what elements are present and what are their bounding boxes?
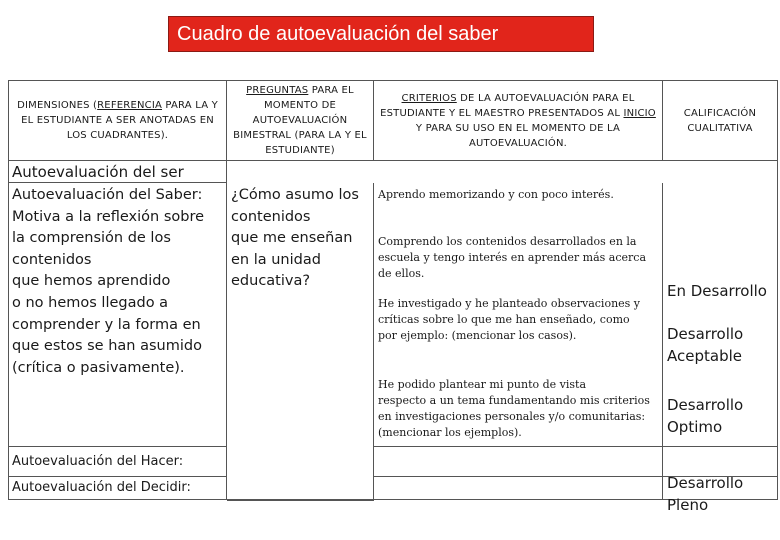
calificacion-2: Desarrollo Aceptable: [667, 325, 744, 365]
page-title: Cuadro de autoevaluación del saber: [168, 16, 594, 52]
dimension-hacer: Autoevaluación del Hacer:: [9, 447, 227, 477]
criterio-1: Aprendo memorizando y con poco interés.: [378, 188, 614, 201]
dimension-decidir: Autoevaluación del Decidir:: [9, 477, 227, 499]
criterio-3: He investigado y he planteado observaciones y críticas sobre lo que me han enseñado, como por ejemplo: (mencionar los casos).: [378, 297, 641, 342]
criterio-2: Comprendo los contenidos desarrollados en la escuela y tengo interés en aprender más acerca de ellos.: [378, 235, 646, 280]
section-ser: Autoevaluación del ser: [9, 161, 227, 183]
calificacion-1: En Desarrollo: [667, 282, 767, 300]
self-evaluation-table: [8, 80, 778, 514]
header-preguntas: PREGUNTAS PARA EL MOMENTO DE AUTOEVALUACIÓN BIMESTRAL (PARA LA Y EL ESTUDIANTE): [227, 81, 374, 161]
decidir-criterios: [374, 477, 663, 499]
calificacion-4: Desarrollo Pleno: [667, 474, 744, 514]
header-criterios: CRITERIOS DE LA AUTOEVALUACIÓN PARA EL ESTUDIANTE Y EL MAESTRO PRESENTADOS AL INICIO Y PARA SU USO EN EL MOMENTO DE LA AUTOEVALUACIÓN.: [374, 81, 663, 161]
calificacion-3: Desarrollo Optimo: [667, 396, 744, 436]
pregunta-saber: ¿Cómo asumo los contenidos que me enseñan en la unidad educativa?: [227, 183, 374, 501]
dimension-saber: Autoevaluación del Saber: Motiva a la reflexión sobre la comprensión de los contenidos que hemos aprendido o no hemos llegado a comprender y la forma en que estos se han asumido (crítica o pasivamente).: [9, 183, 227, 447]
hacer-criterios: [374, 447, 663, 477]
calificacion-column: [663, 161, 777, 514]
decidir-calificacion: [663, 477, 777, 499]
criterio-4: He podido plantear mi punto de vista respecto a un tema fundamentando mis criterios en investigaciones personales y/o comunitarias: (mencionar los ejemplos).: [378, 378, 650, 439]
header-dimensiones: DIMENSIONES (REFERENCIA PARA LA Y EL ESTUDIANTE A SER ANOTADAS EN LOS CUADRANTES).: [9, 81, 227, 161]
criterios-column: [374, 183, 663, 447]
header-calificacion: CALIFICACIÓN CUALITATIVA: [663, 81, 777, 161]
hacer-calificacion: [663, 447, 777, 477]
